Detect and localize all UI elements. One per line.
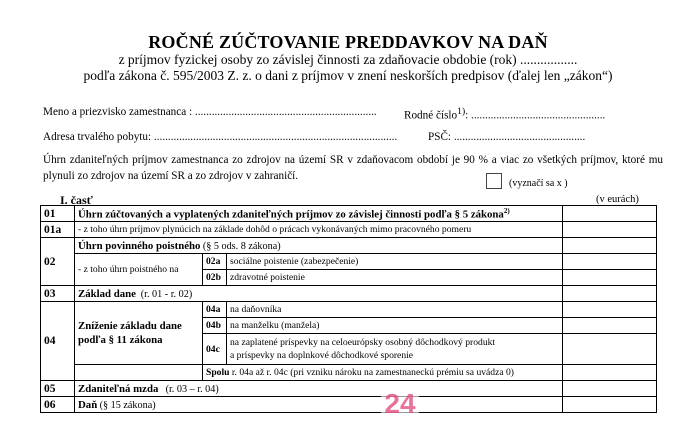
value-cell-02a[interactable] xyxy=(563,254,657,270)
row-label: Úhrn zúčtovaných a vyplatených zdaniteľných príjmov zo závislej činnosti podľa § 5 zákona$^{2)}$ xyxy=(75,206,563,222)
value-cell-04[interactable] xyxy=(563,365,657,381)
currency-unit: (v eurách) xyxy=(596,194,639,205)
row-label: Zdaniteľná mzda (r. 03 – r. 04) xyxy=(75,381,563,397)
table-row xyxy=(41,365,657,381)
row-label: na zaplatené príspevky na celoeurópsky osobný dôchodkový produkt a príspevky na doplnkové dôchodkové sporenie xyxy=(227,334,563,365)
checkbox-hint: (vyznačí sa x ) xyxy=(509,178,568,189)
postal-code-label: PSČ: xyxy=(428,131,452,143)
name-label: Meno a priezvisko zamestnanca : xyxy=(43,106,193,118)
row-label: zdravotné poistenie xyxy=(227,270,563,286)
row-number: 04b xyxy=(203,318,227,334)
birth-number-label: Rodné číslo xyxy=(404,109,458,122)
name-field-row xyxy=(43,106,377,118)
tax-table xyxy=(40,205,657,413)
value-cell-04b[interactable] xyxy=(563,318,657,334)
section-title: I. časť xyxy=(60,193,93,207)
row-label: sociálne poistenie (zabezpečenie) xyxy=(227,254,563,270)
birth-number-row xyxy=(404,106,605,122)
address-field-row xyxy=(43,131,397,143)
row-label: - z toho úhrn príjmov plynúcich na základe dohôd o prácach vykonávaných mimo pracovného pomeru xyxy=(75,222,563,238)
row-number: 01 xyxy=(41,206,75,222)
form-subtitle-law: podľa zákona č. 595/2003 Z. z. o dani z príjmov v znení neskorších predpisov (ďalej len „zákon“) xyxy=(83,68,613,83)
table-row xyxy=(41,222,657,238)
value-cell-02b[interactable] xyxy=(563,270,657,286)
form-title: ROČNÉ ZÚČTOVANIE PREDDAVKOV NA DAŇ xyxy=(148,32,548,52)
name-input[interactable]: ................................................................. xyxy=(194,106,377,118)
postal-code-row xyxy=(428,131,585,143)
value-cell-01[interactable] xyxy=(563,206,657,222)
row-number: 04a xyxy=(203,302,227,318)
row-number: 04c xyxy=(203,334,227,365)
address-input[interactable]: ....................................................................................... xyxy=(153,131,398,143)
svg-text:24: 24 xyxy=(384,388,416,418)
value-cell-02[interactable] xyxy=(563,238,657,254)
table-row xyxy=(41,238,657,254)
row-label: na daňovníka xyxy=(227,302,563,318)
value-cell-03[interactable] xyxy=(563,286,657,302)
value-cell-05[interactable] xyxy=(563,381,657,397)
row-number: 02a xyxy=(203,254,227,270)
form-subtitle-period: z príjmov fyzickej osoby zo závislej činnosti za zdaňovacie obdobie (rok) ................. xyxy=(118,52,578,67)
row-number: 04 xyxy=(41,302,75,381)
row-number: 02b xyxy=(203,270,227,286)
row-label: Zníženie základu dane podľa § 11 zákona xyxy=(75,302,203,365)
row-label: Daň (§ 15 zákona) xyxy=(75,397,563,413)
postal-code-input[interactable]: ............................................... xyxy=(453,131,586,143)
birth-number-input[interactable]: : ................................................ xyxy=(465,109,606,122)
row-label: na manželku (manžela) xyxy=(227,318,563,334)
table-row xyxy=(41,397,657,413)
row-number: 03 xyxy=(41,286,75,302)
table-row xyxy=(41,254,657,270)
table-row xyxy=(41,381,657,397)
address-label: Adresa trvalého pobytu: xyxy=(43,131,152,143)
value-cell-04a[interactable] xyxy=(563,302,657,318)
income-condition-checkbox[interactable] xyxy=(486,173,502,189)
row-number: 06 xyxy=(41,397,75,413)
row-number: 02 xyxy=(41,238,75,286)
value-cell-01a[interactable] xyxy=(563,222,657,238)
row-label: Spolu r. 04a až r. 04c (pri vzniku nároku na zamestnaneckú prémiu sa uvádza 0) xyxy=(203,365,563,381)
table-row xyxy=(41,206,657,222)
income-condition-paragraph: Úhrn zdaniteľných príjmov zamestnanca zo zdrojov na území SR v zdaňovacom období je 90 % a viac zo všetkých príjmov, ktoré mu plynuli zo zdrojov na území SR a zo zdrojov v zahraničí. xyxy=(43,154,663,182)
row-label: - z toho úhrn poistného na xyxy=(75,254,203,286)
value-cell-06[interactable] xyxy=(563,397,657,413)
row-label: Úhrn povinného poistného (§ 5 ods. 8 zákona) xyxy=(75,238,563,254)
table-row xyxy=(41,302,657,318)
row-number: 01a xyxy=(41,222,75,238)
watermark-logo xyxy=(381,386,419,418)
value-cell-04c[interactable] xyxy=(563,334,657,365)
footnote-ref: 1) xyxy=(457,106,466,117)
row-number: 05 xyxy=(41,381,75,397)
row-label: Základ dane (r. 01 - r. 02) xyxy=(75,286,563,302)
table-row xyxy=(41,286,657,302)
